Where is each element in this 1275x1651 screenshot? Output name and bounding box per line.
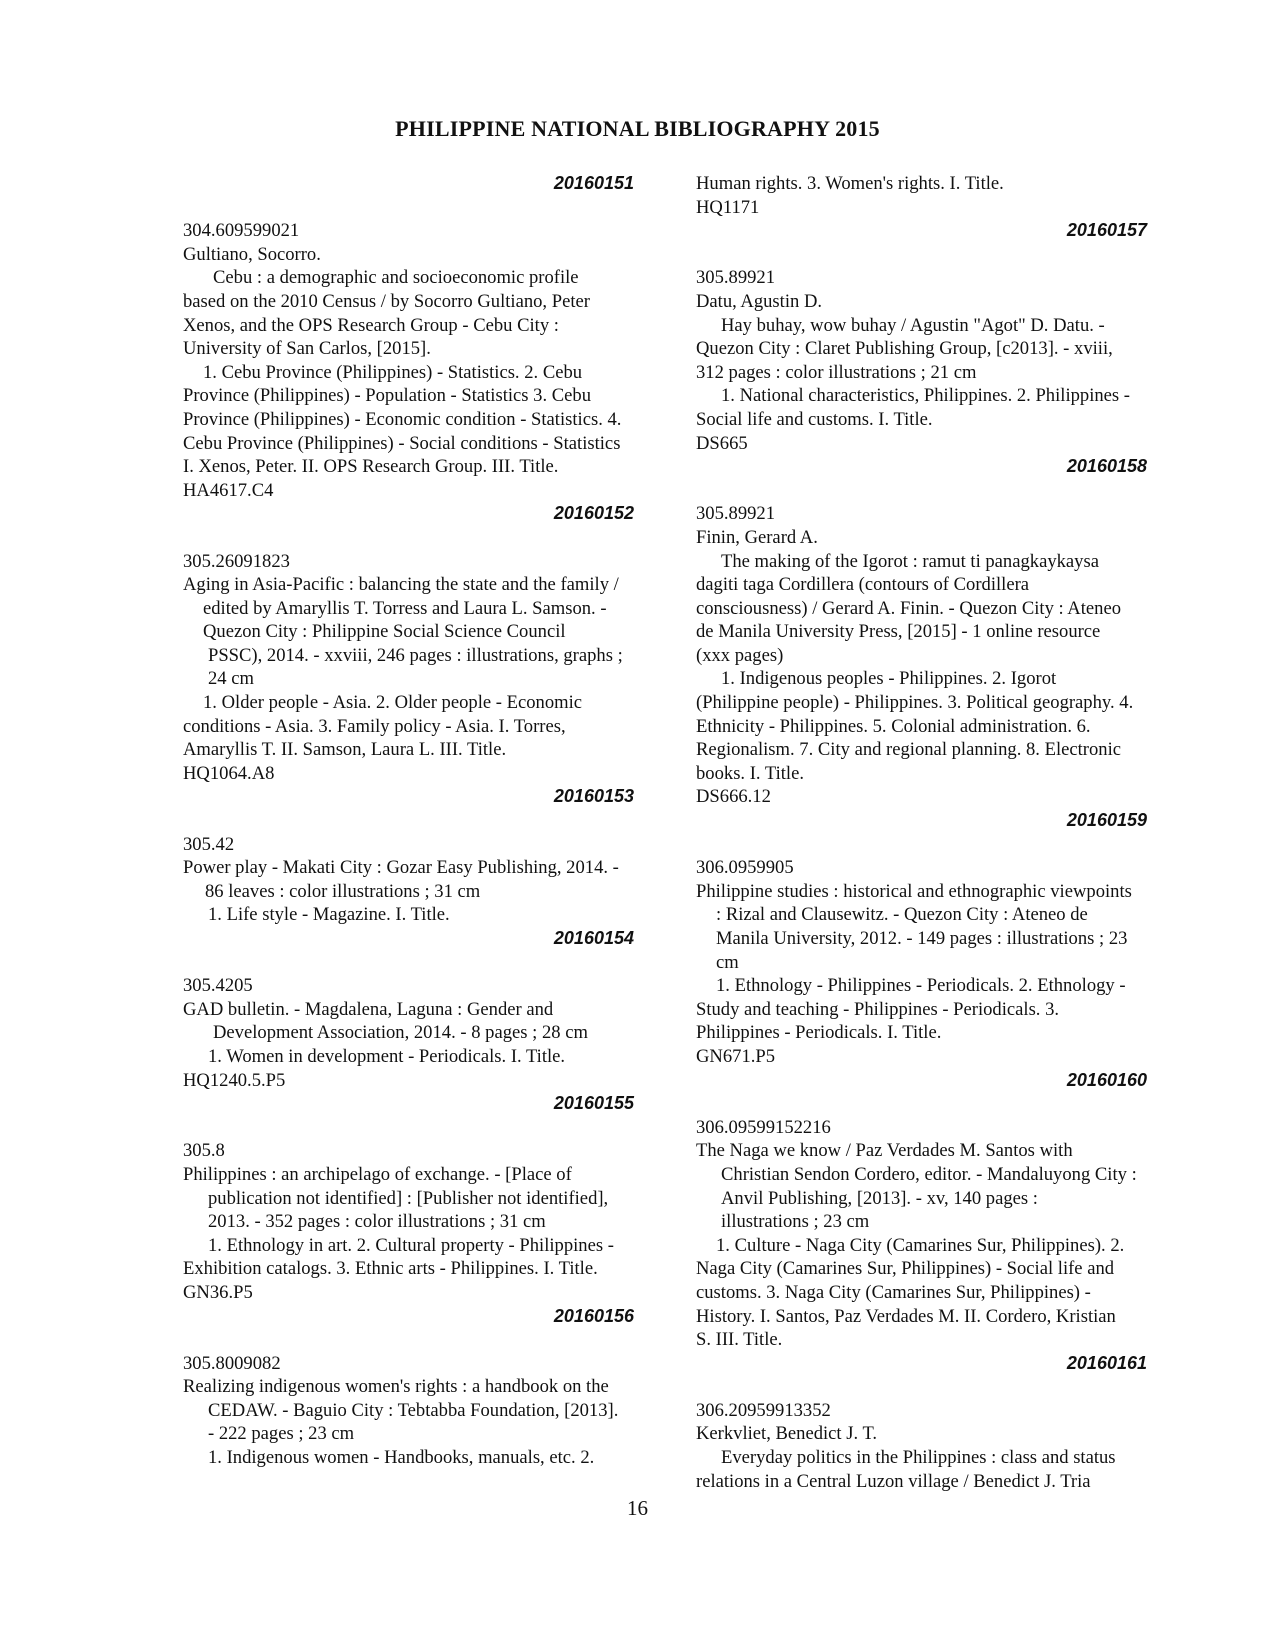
entry-line: Philippine studies : historical and ethnographic viewpoints bbox=[696, 880, 1132, 902]
page-number: 16 bbox=[627, 1496, 648, 1520]
entry-number: 20160159 bbox=[1066, 810, 1147, 831]
entry-line: 304.609599021 bbox=[183, 220, 300, 242]
entry-line: 86 leaves : color illustrations ; 31 cm bbox=[205, 880, 481, 902]
entry-line: 305.8009082 bbox=[183, 1352, 281, 1374]
entry-line: Province (Philippines) - Economic condition - Statistics. 4. bbox=[183, 408, 622, 430]
entry-number: 20160151 bbox=[553, 173, 634, 193]
entry-line: Everyday politics in the Philippines : class and status bbox=[721, 1447, 1116, 1469]
entry-line: Power play - Makati City : Gozar Easy Publishing, 2014. - bbox=[183, 857, 619, 879]
bibliography-entry bbox=[183, 1305, 658, 1470]
entry-line: Province (Philippines) - Population - Statistics 3. Cebu bbox=[183, 385, 592, 407]
entry-line: Christian Sendon Cordero, editor. - Mandaluyong City : bbox=[721, 1163, 1137, 1185]
entry-line: cm bbox=[716, 951, 739, 973]
entry-line: DS665 bbox=[696, 432, 748, 454]
entry-line: The Naga we know / Paz Verdades M. Santos with bbox=[696, 1140, 1073, 1162]
bibliography-entry bbox=[183, 785, 658, 927]
entry-line: de Manila University Press, [2015] - 1 online resource bbox=[696, 621, 1101, 643]
entry-line: Hay buhay, wow buhay / Agustin "Agot" D. Datu. - bbox=[721, 314, 1105, 336]
entry-line: GN671.P5 bbox=[696, 1045, 776, 1067]
entry-line: 1. Ethnology - Philippines - Periodicals. 2. Ethnology - bbox=[716, 975, 1126, 997]
entry-line: Xenos, and the OPS Research Group - Cebu City : bbox=[183, 314, 559, 336]
entry-line: : Rizal and Clausewitz. - Quezon City : Ateneo de bbox=[716, 904, 1088, 926]
bibliography-entry bbox=[696, 219, 1171, 455]
entry-line: 305.89921 bbox=[696, 267, 776, 289]
entry-line: (xxx pages) bbox=[696, 644, 784, 666]
entry-line: 1. Indigenous peoples - Philippines. 2. Igorot bbox=[721, 668, 1057, 690]
right-column bbox=[696, 172, 1171, 1493]
entry-line: History. I. Santos, Paz Verdades M. II. Cordero, Kristian bbox=[696, 1305, 1116, 1327]
bibliography-entry bbox=[183, 172, 658, 502]
entry-line: 305.8 bbox=[183, 1140, 225, 1162]
bibliography-entry bbox=[696, 1069, 1171, 1352]
entry-line: 305.26091823 bbox=[183, 550, 290, 572]
entry-line: Finin, Gerard A. bbox=[696, 526, 818, 548]
entry-line: 24 cm bbox=[208, 668, 254, 690]
entry-line: 306.20959913352 bbox=[696, 1399, 831, 1421]
entry-line: HQ1064.A8 bbox=[183, 762, 275, 784]
entry-line: Philippines - Periodicals. I. Title. bbox=[696, 1022, 942, 1044]
entry-line: GAD bulletin. - Magdalena, Laguna : Gender and bbox=[183, 998, 554, 1020]
entry-line: based on the 2010 Census / by Socorro Gultiano, Peter bbox=[183, 290, 590, 312]
entry-number: 20160155 bbox=[553, 1093, 634, 1114]
entry-line: Development Association, 2014. - 8 pages ; 28 cm bbox=[213, 1022, 588, 1044]
entry-line: publication not identified] : [Publisher not identified], bbox=[208, 1187, 609, 1209]
bibliography-entry bbox=[696, 172, 1171, 219]
entry-line: Kerkvliet, Benedict J. T. bbox=[696, 1423, 878, 1445]
entry-line: Datu, Agustin D. bbox=[696, 290, 823, 312]
entry-line: I. Xenos, Peter. II. OPS Research Group. III. Title. bbox=[183, 456, 559, 478]
entry-number: 20160153 bbox=[553, 786, 634, 807]
entry-number: 20160158 bbox=[1066, 456, 1147, 477]
entry-line: consciousness) / Gerard A. Finin. - Quezon City : Ateneo bbox=[696, 597, 1122, 619]
bibliography-entry bbox=[183, 1092, 658, 1304]
entry-line: 306.09599152216 bbox=[696, 1116, 831, 1138]
entry-line: Human rights. 3. Women's rights. I. Title. bbox=[696, 173, 1004, 194]
entry-line: Realizing indigenous women's rights : a handbook on the bbox=[183, 1376, 609, 1398]
entry-line: HA4617.C4 bbox=[183, 479, 274, 501]
entry-line: 2013. - 352 pages : color illustrations ; 31 cm bbox=[208, 1211, 546, 1233]
entry-line: The making of the Igorot : ramut ti panagkaykaysa bbox=[721, 550, 1099, 572]
entry-line: HQ1171 bbox=[696, 196, 760, 218]
entry-line: Social life and customs. I. Title. bbox=[696, 408, 933, 430]
entry-line: HQ1240.5.P5 bbox=[183, 1069, 286, 1091]
entry-number: 20160154 bbox=[553, 928, 634, 948]
entry-line: Quezon City : Philippine Social Science Council bbox=[203, 621, 566, 643]
entry-line: Manila University, 2012. - 149 pages : illustrations ; 23 bbox=[716, 928, 1128, 949]
entry-line: Cebu Province (Philippines) - Social conditions - Statistics bbox=[183, 432, 621, 454]
entry-number: 20160152 bbox=[553, 503, 634, 524]
entry-line: PSSC), 2014. - xxviii, 246 pages : illustrations, graphs ; bbox=[208, 644, 623, 666]
entry-line: conditions - Asia. 3. Family policy - Asia. I. Torres, bbox=[183, 715, 566, 737]
bibliography-entry bbox=[183, 502, 658, 785]
entry-line: Aging in Asia-Pacific : balancing the state and the family / bbox=[183, 574, 619, 596]
entry-line: Study and teaching - Philippines - Periodicals. 3. bbox=[696, 998, 1060, 1020]
entry-line: 305.42 bbox=[183, 833, 235, 855]
entry-line: 1. Ethnology in art. 2. Cultural property - Philippines - bbox=[208, 1234, 614, 1256]
entry-line: Naga City (Camarines Sur, Philippines) - Social life and bbox=[696, 1258, 1115, 1280]
entry-number: 20160157 bbox=[1066, 220, 1147, 241]
entry-line: - 222 pages ; 23 cm bbox=[208, 1423, 355, 1445]
entry-line: edited by Amaryllis T. Torress and Laura L. Samson. - bbox=[203, 597, 607, 619]
entry-line: 305.4205 bbox=[183, 975, 253, 997]
entry-line: 1. Cebu Province (Philippines) - Statistics. 2. Cebu bbox=[203, 361, 583, 383]
entry-line: 1. Older people - Asia. 2. Older people - Economic bbox=[203, 692, 582, 714]
entry-line: customs. 3. Naga City (Camarines Sur, Philippines) - bbox=[696, 1281, 1091, 1303]
entry-line: Regionalism. 7. City and regional planning. 8. Electronic bbox=[696, 739, 1121, 761]
bibliography-entry bbox=[696, 809, 1171, 1069]
entry-line: (Philippine people) - Philippines. 3. Political geography. 4. bbox=[696, 692, 1134, 714]
entry-line: DS666.12 bbox=[696, 786, 771, 808]
bibliography-entry bbox=[696, 1352, 1171, 1494]
entry-line: Cebu : a demographic and socioeconomic profile bbox=[213, 267, 579, 289]
entry-line: 1. Indigenous women - Handbooks, manuals, etc. 2. bbox=[208, 1447, 595, 1469]
entry-number: 20160161 bbox=[1066, 1352, 1147, 1373]
entry-line: Amaryllis T. II. Samson, Laura L. III. Title. bbox=[183, 739, 507, 761]
bibliography-entry bbox=[696, 455, 1171, 809]
entry-line: Gultiano, Socorro. bbox=[183, 243, 321, 265]
entry-line: Anvil Publishing, [2013]. - xv, 140 pages : bbox=[721, 1187, 1038, 1209]
entry-line: 1. National characteristics, Philippines. 2. Philippines - bbox=[721, 385, 1130, 407]
entry-line: dagiti taga Cordillera (contours of Cordillera bbox=[696, 574, 1030, 596]
page-title: PHILIPPINE NATIONAL BIBLIOGRAPHY 2015 bbox=[395, 116, 880, 141]
entry-line: relations in a Central Luzon village / Benedict J. Tria bbox=[696, 1470, 1091, 1492]
entry-line: illustrations ; 23 cm bbox=[721, 1211, 870, 1233]
entry-line: 1. Life style - Magazine. I. Title. bbox=[208, 904, 450, 926]
entry-line: 305.89921 bbox=[696, 503, 776, 525]
entry-line: University of San Carlos, [2015]. bbox=[183, 338, 431, 360]
entry-line: Philippines : an archipelago of exchange. - [Place of bbox=[183, 1163, 572, 1185]
entry-line: Ethnicity - Philippines. 5. Colonial administration. 6. bbox=[696, 715, 1091, 737]
entry-line: 306.0959905 bbox=[696, 857, 794, 879]
entry-number: 20160160 bbox=[1066, 1069, 1147, 1090]
bibliography-entry bbox=[183, 927, 658, 1092]
entry-line: books. I. Title. bbox=[696, 762, 804, 784]
entry-number: 20160156 bbox=[553, 1305, 634, 1326]
entry-line: S. III. Title. bbox=[696, 1329, 783, 1351]
entry-line: 1. Women in development - Periodicals. I. Title. bbox=[208, 1045, 566, 1067]
entry-line: GN36.P5 bbox=[183, 1281, 253, 1303]
entry-line: 1. Culture - Naga City (Camarines Sur, Philippines). 2. bbox=[716, 1234, 1125, 1256]
entry-line: Exhibition catalogs. 3. Ethnic arts - Philippines. I. Title. bbox=[183, 1258, 598, 1280]
entry-line: Quezon City : Claret Publishing Group, [c2013]. - xviii, bbox=[696, 338, 1113, 360]
left-column bbox=[183, 172, 658, 1470]
entry-line: 312 pages : color illustrations ; 21 cm bbox=[696, 361, 977, 383]
entry-line: CEDAW. - Baguio City : Tebtabba Foundation, [2013]. bbox=[208, 1399, 619, 1421]
